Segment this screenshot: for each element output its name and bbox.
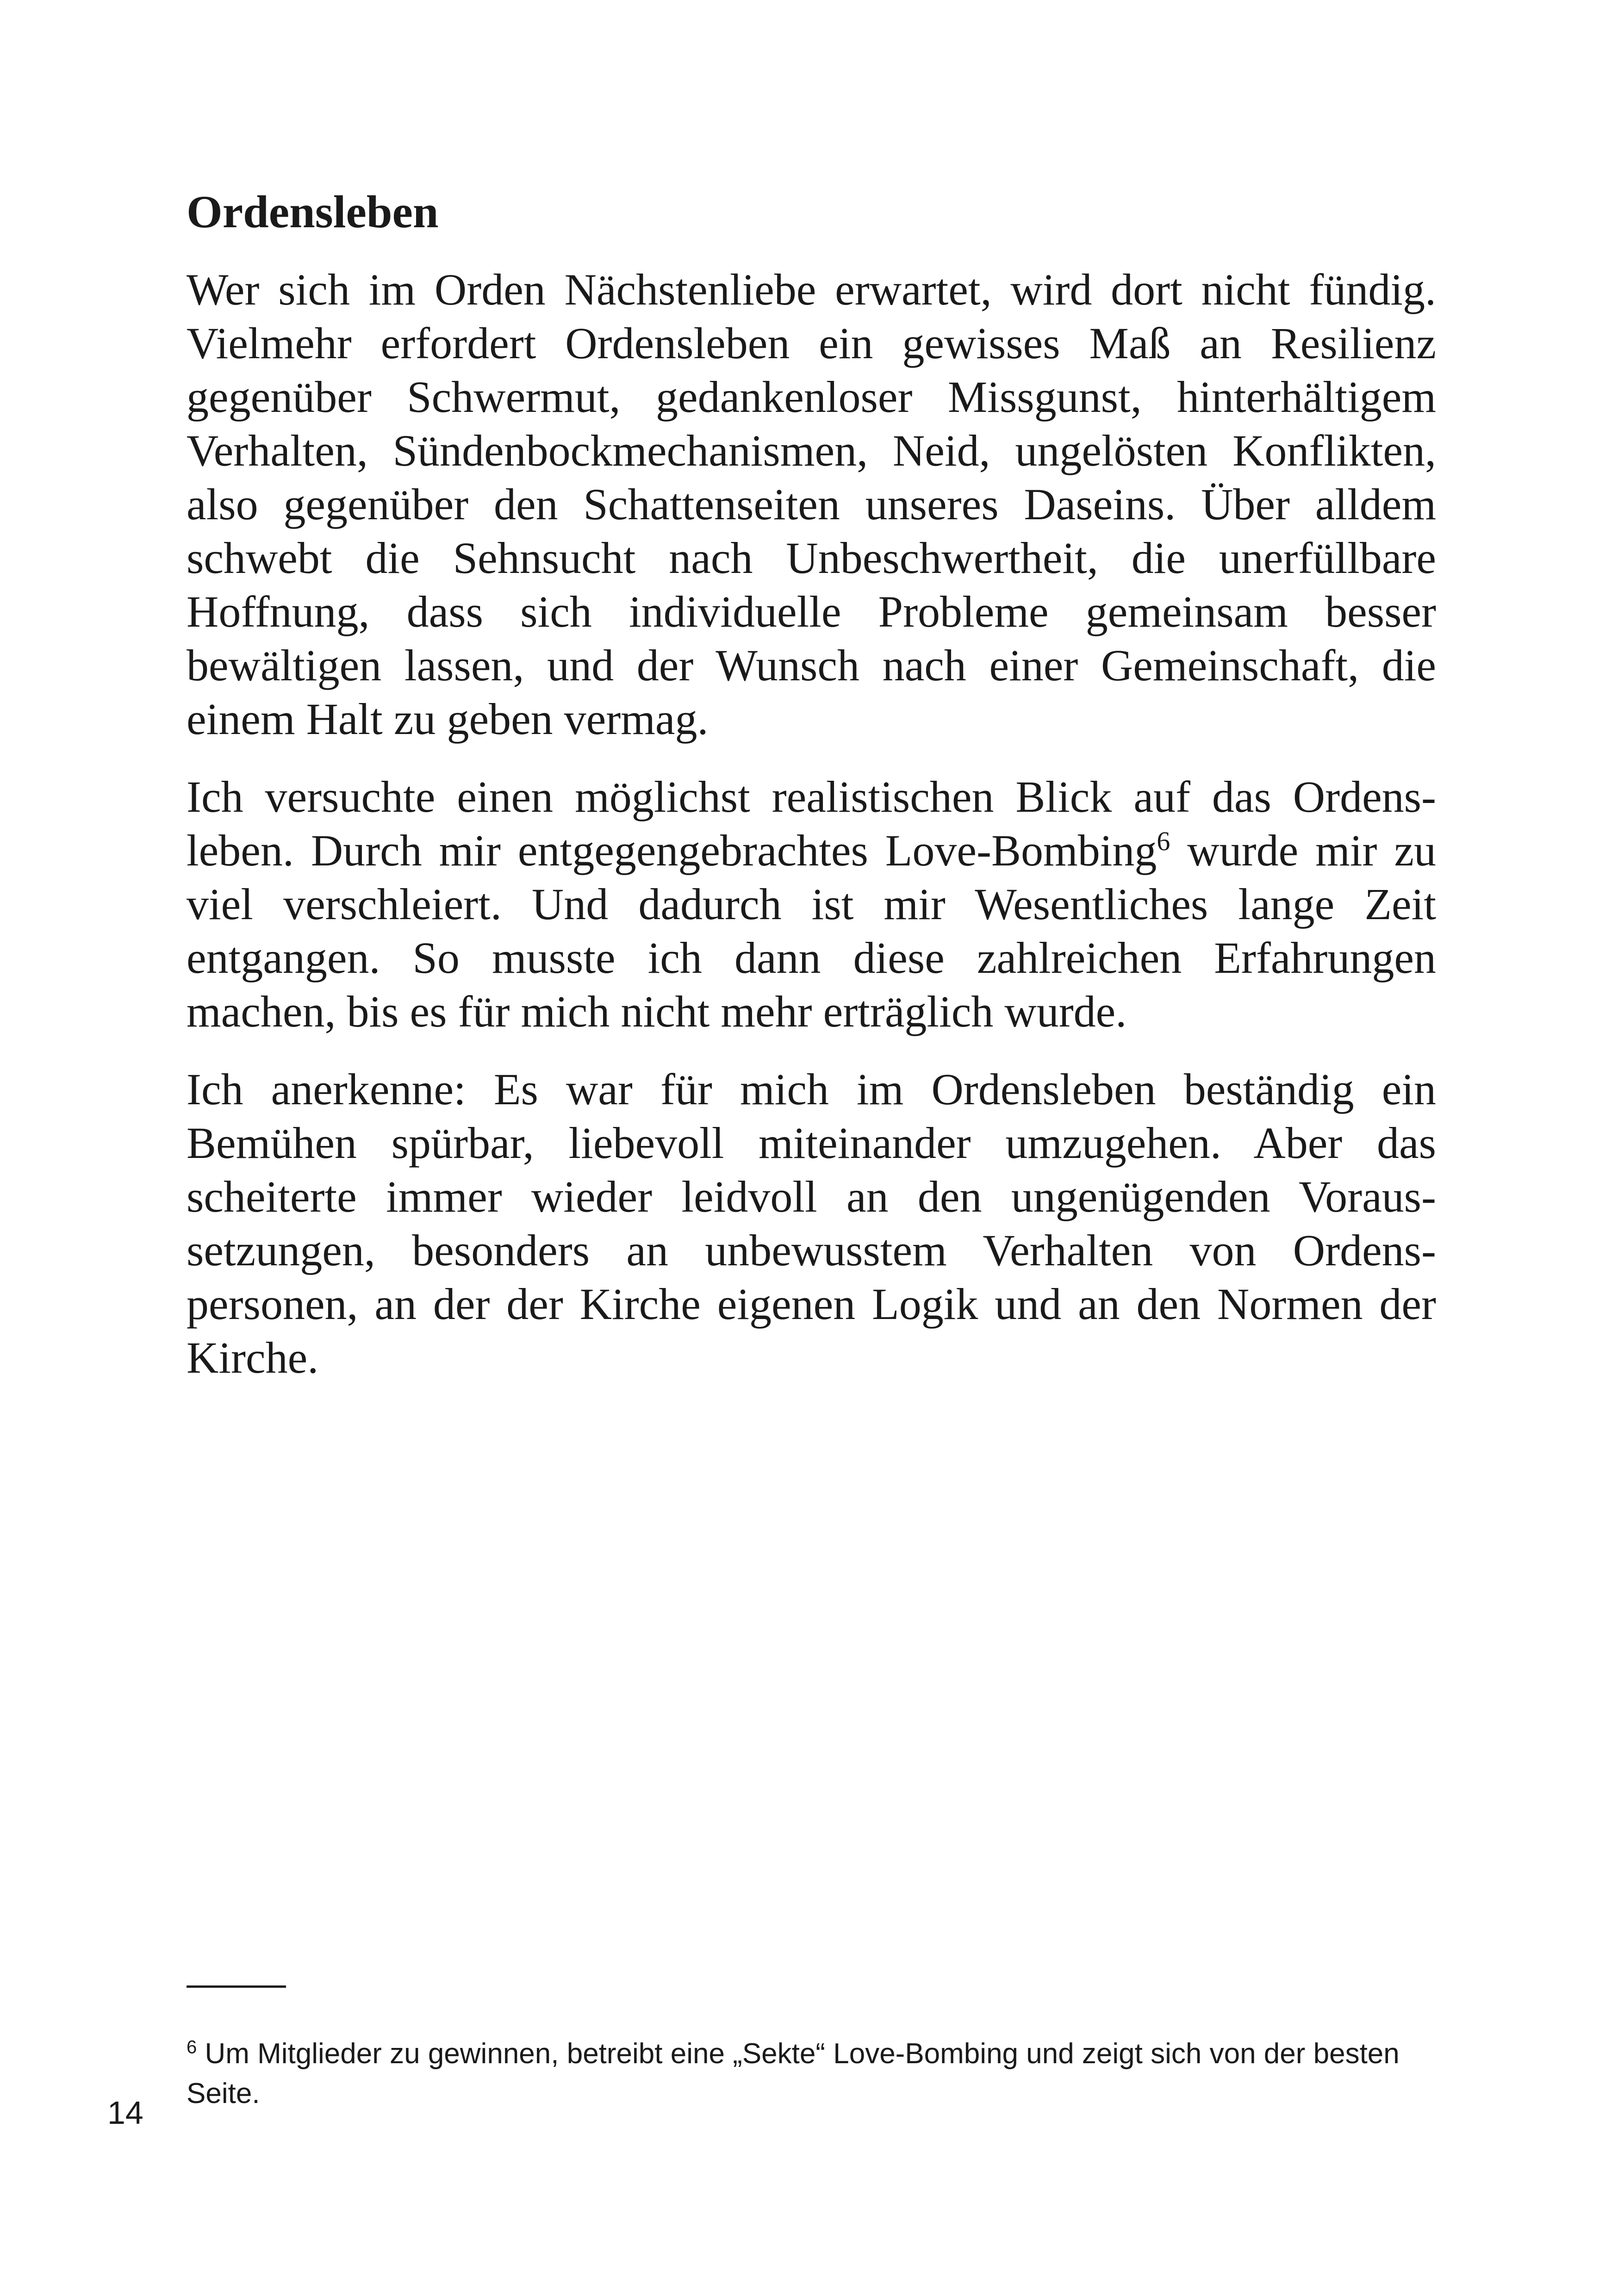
paragraph-1: Wer sich im Orden Nächstenliebe erwartet, wird dort nicht fündig. Vielmehr erfordert Ordensleben ein gewisses Maß an Resilienz gegenüber Schwermut, gedankenloser Missgunst, hinterhältigem Verhalten, Sündenbockmechanismen, Neid, ungelösten Konflikten, also gegenüber den Schattenseiten unseres Daseins. Über alldem schwebt die Sehnsucht nach Unbeschwertheit, die unerfüllbare Hoffnung, dass sich individuelle Probleme gemeinsam besser bewältigen lassen, und der Wunsch nach einer Gemeinschaft, die einem Halt zu geben vermag. (187, 265, 1436, 744)
footnote-reference[interactable]: 6 (1157, 826, 1170, 856)
footnote-text: Um Mitglieder zu gewinnen, betreibt eine „Sekte“ Love-Bombing und zeigt sich von der besten Seite. (187, 2038, 1400, 2109)
paragraph-3: Ich anerkenne: Es war für mich im Ordensleben beständig ein Bemühen spürbar, liebevoll miteinander umzugehen. Aber das scheiterte immer wieder leidvoll an den ungenügenden Voraussetzungen, besonders an unbewusstem Verhalten von Ordenspersonen, an der der Kirche eigenen Logik und an den Normen der Kirche. (187, 1064, 1436, 1382)
page-number: 14 (107, 2095, 143, 2131)
footnote-marker: 6 (187, 2037, 197, 2058)
paragraph-2-text-end: wurde mir zu viel verschleiert. Und dadurch ist mir Wesentliches lange Zeit entgangen. So musste ich dann diese zahlreichen Erfahrungen machen, bis es für mich nicht mehr erträglich wurde. (187, 826, 1437, 1036)
main-text (187, 185, 1436, 1409)
footnote-separator (187, 1985, 286, 1988)
paragraph-2 (187, 770, 1436, 1039)
paragraph-2-text-start: Ich versuchte einen möglichst realistischen Blick auf das Ordensleben. Durch mir entgegengebrachtes Love-Bombing (187, 772, 1436, 875)
section-heading: Ordensleben (187, 186, 439, 237)
footnote (187, 2034, 1408, 2114)
